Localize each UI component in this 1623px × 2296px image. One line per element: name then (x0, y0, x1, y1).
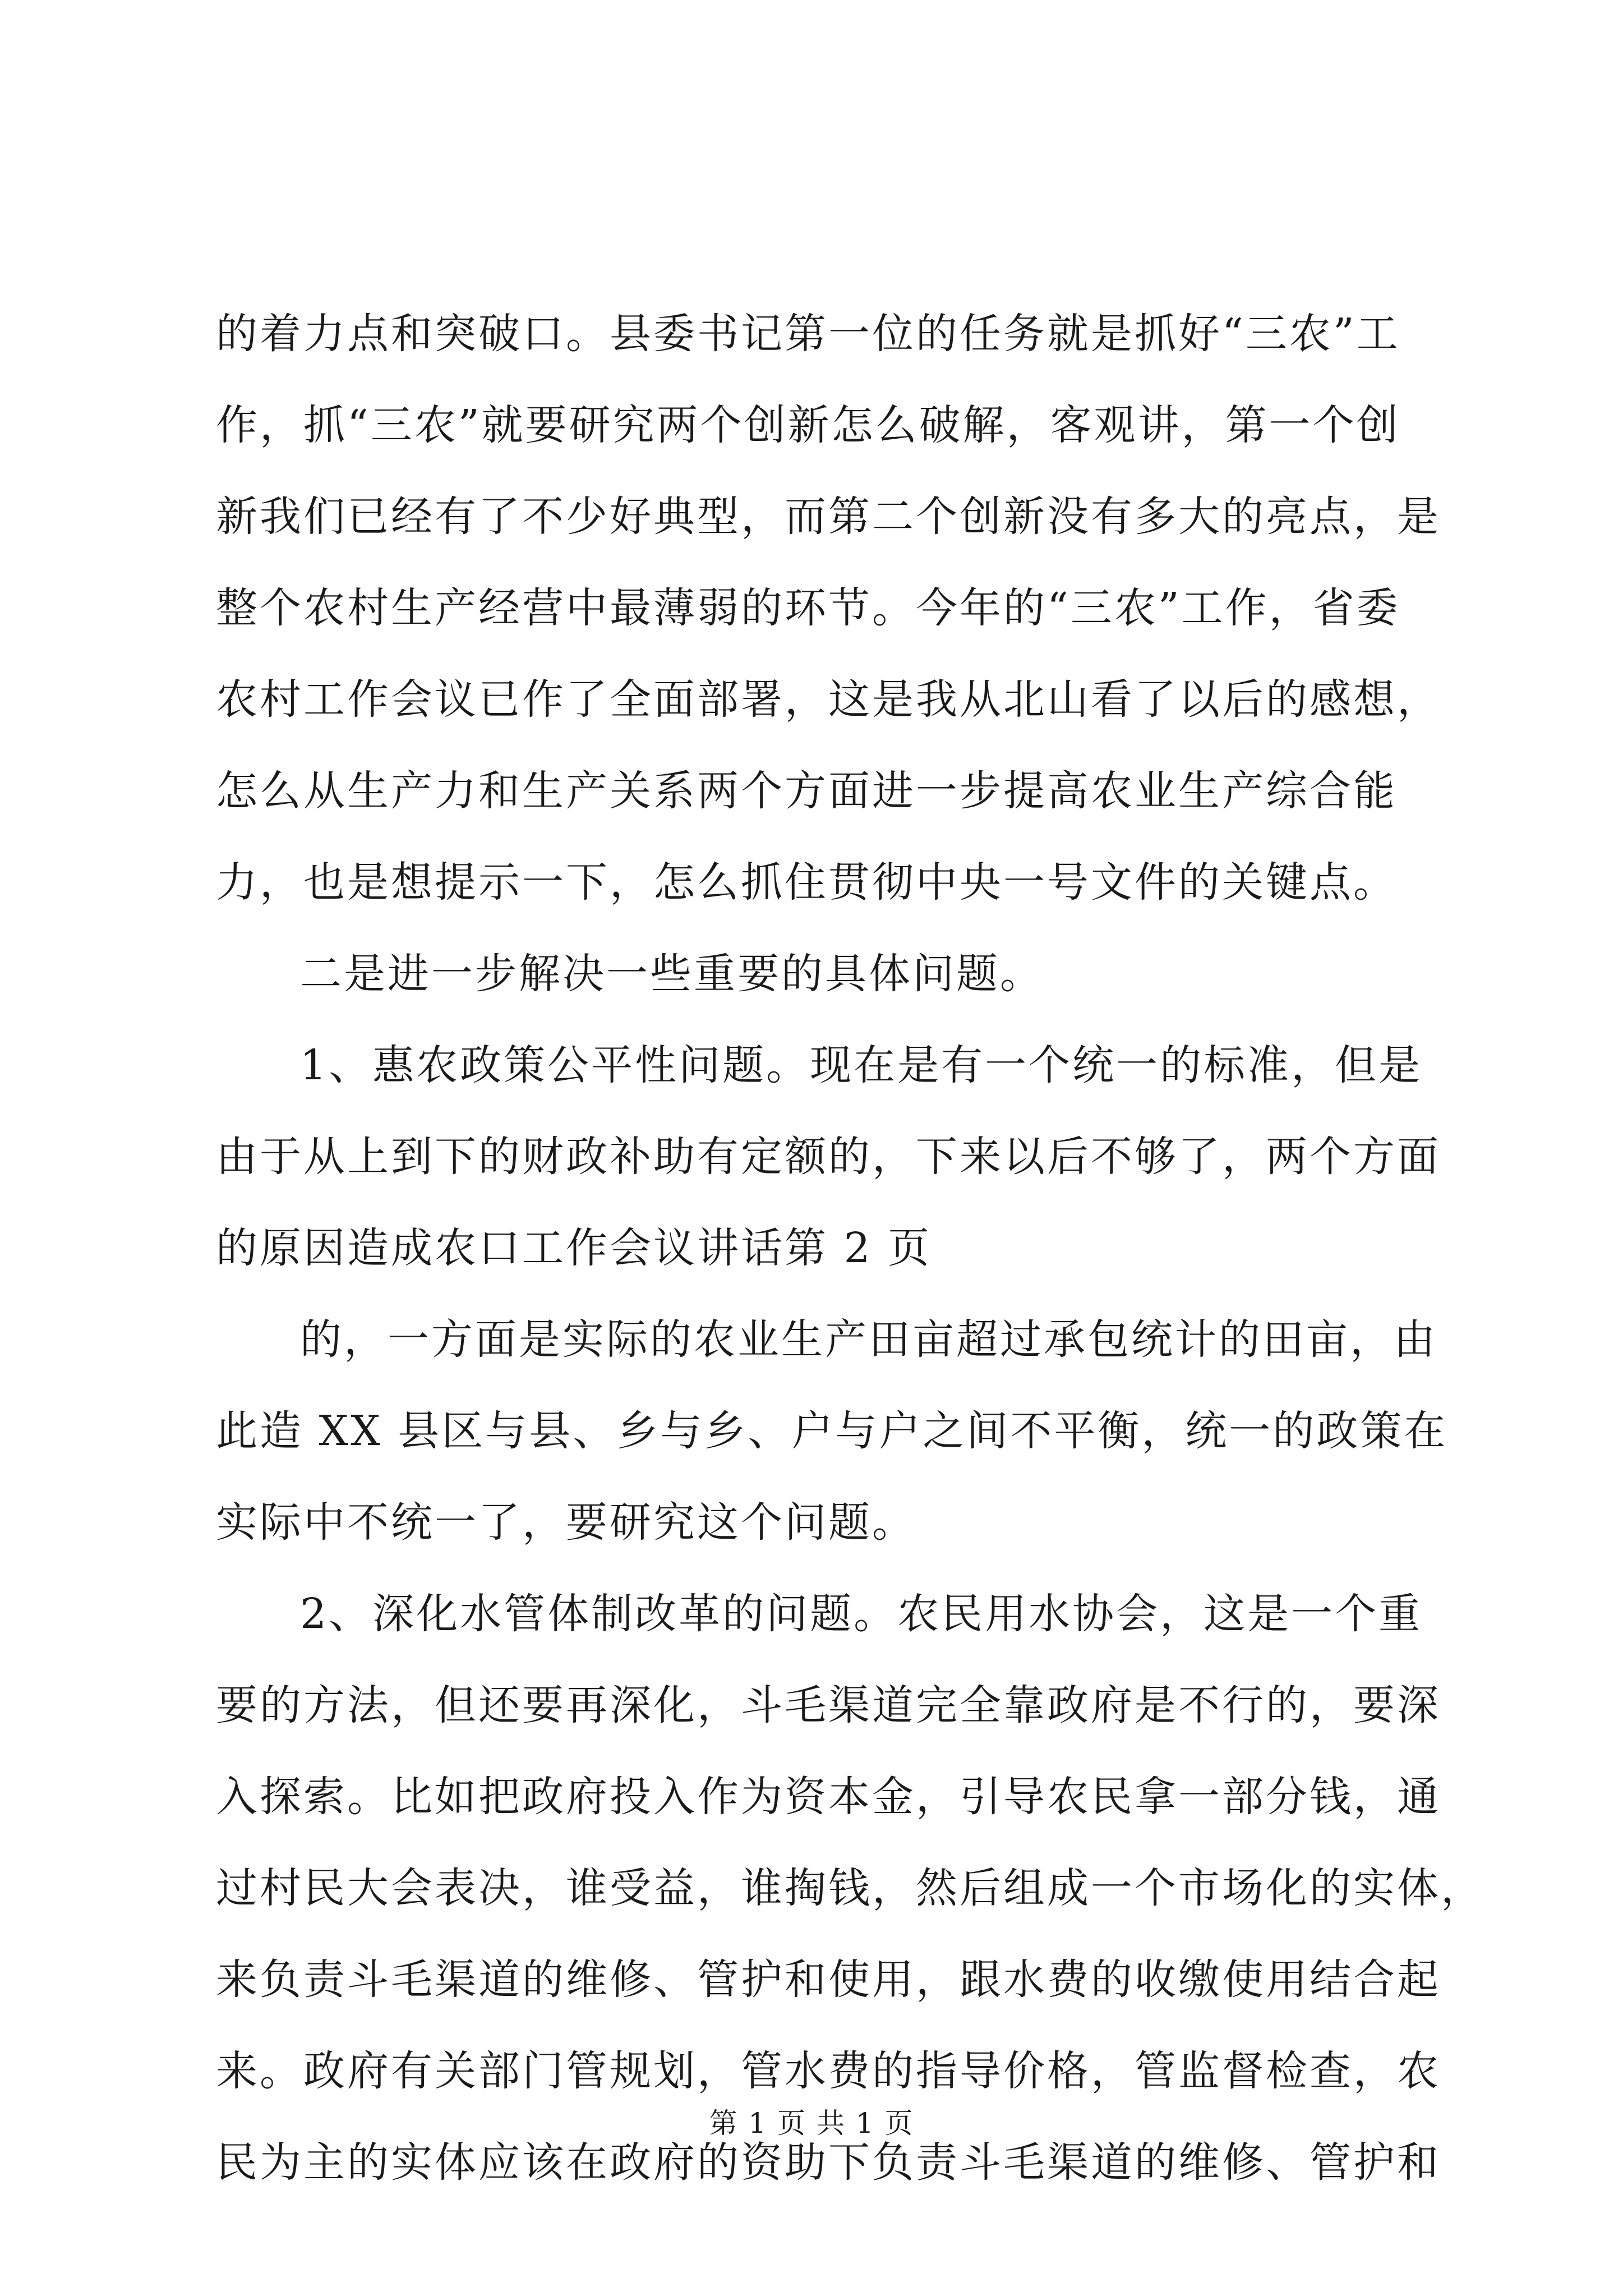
text-line: 由于从上到下的财政补助有定额的，下来以后不够了，两个方面 (216, 1133, 1441, 1181)
text-line: 怎么从生产力和生产关系两个方面进一步提高农业生产综合能 (216, 767, 1397, 815)
text-line: 此造 XX 县区与县、乡与乡、户与户之间不平衡，统一的政策在 (216, 1407, 1448, 1455)
text-line: 要的方法，但还要再深化，斗毛渠道完全靠政府是不行的，要深 (216, 1681, 1441, 1729)
page-footer: 第 1 页 共 1 页 (709, 2107, 914, 2139)
text-line: 入探索。比如把政府投入作为资本金，引导农民拿一部分钱，通 (216, 1773, 1441, 1821)
text-line: 民为主的实体应该在政府的资助下负责斗毛渠道的维修、管护和 (216, 2138, 1441, 2187)
text-line: 来。政府有关部门管规划，管水费的指导价格，管监督检查，农 (216, 2047, 1441, 2095)
text-line: 来负责斗毛渠道的维修、管护和使用，跟水费的收缴使用结合起 (216, 1955, 1441, 2004)
text-line: 的着力点和突破口。县委书记第一位的任务就是抓好“三农”工 (216, 310, 1400, 358)
text-line: 新我们已经有了不少好典型，而第二个创新没有多大的亮点，是 (216, 493, 1441, 541)
text-line: 实际中不统一了，要研究这个问题。 (216, 1498, 916, 1547)
text-line: 力，也是想提示一下，怎么抓住贯彻中央一号文件的关键点。 (216, 858, 1397, 907)
text-line: 的原因造成农口工作会议讲话第 2 页 (216, 1224, 932, 1272)
text-line: 的，一方面是实际的农业生产田亩超过承包统计的田亩，由 (300, 1315, 1437, 1364)
text-line: 1、惠农政策公平性问题。现在是有一个统一的标准，但是 (300, 1041, 1423, 1089)
text-line: 过村民大会表决，谁受益，谁掏钱，然后组成一个市场化的实体， (216, 1864, 1484, 1912)
text-line: 2、深化水管体制改革的问题。农民用水协会，这是一个重 (300, 1590, 1423, 1638)
text-line: 整个农村生产经营中最薄弱的环节。今年的“三农”工作，省委 (216, 584, 1400, 632)
text-line: 作，抓“三农”就要研究两个创新怎么破解，客观讲，第一个创 (216, 401, 1400, 449)
paragraph-heading: 二是进一步解决一些重要的具体问题。 (300, 950, 1044, 998)
text-line: 农村工作会议已作了全面部署，这是我从北山看了以后的感想， (216, 675, 1441, 724)
